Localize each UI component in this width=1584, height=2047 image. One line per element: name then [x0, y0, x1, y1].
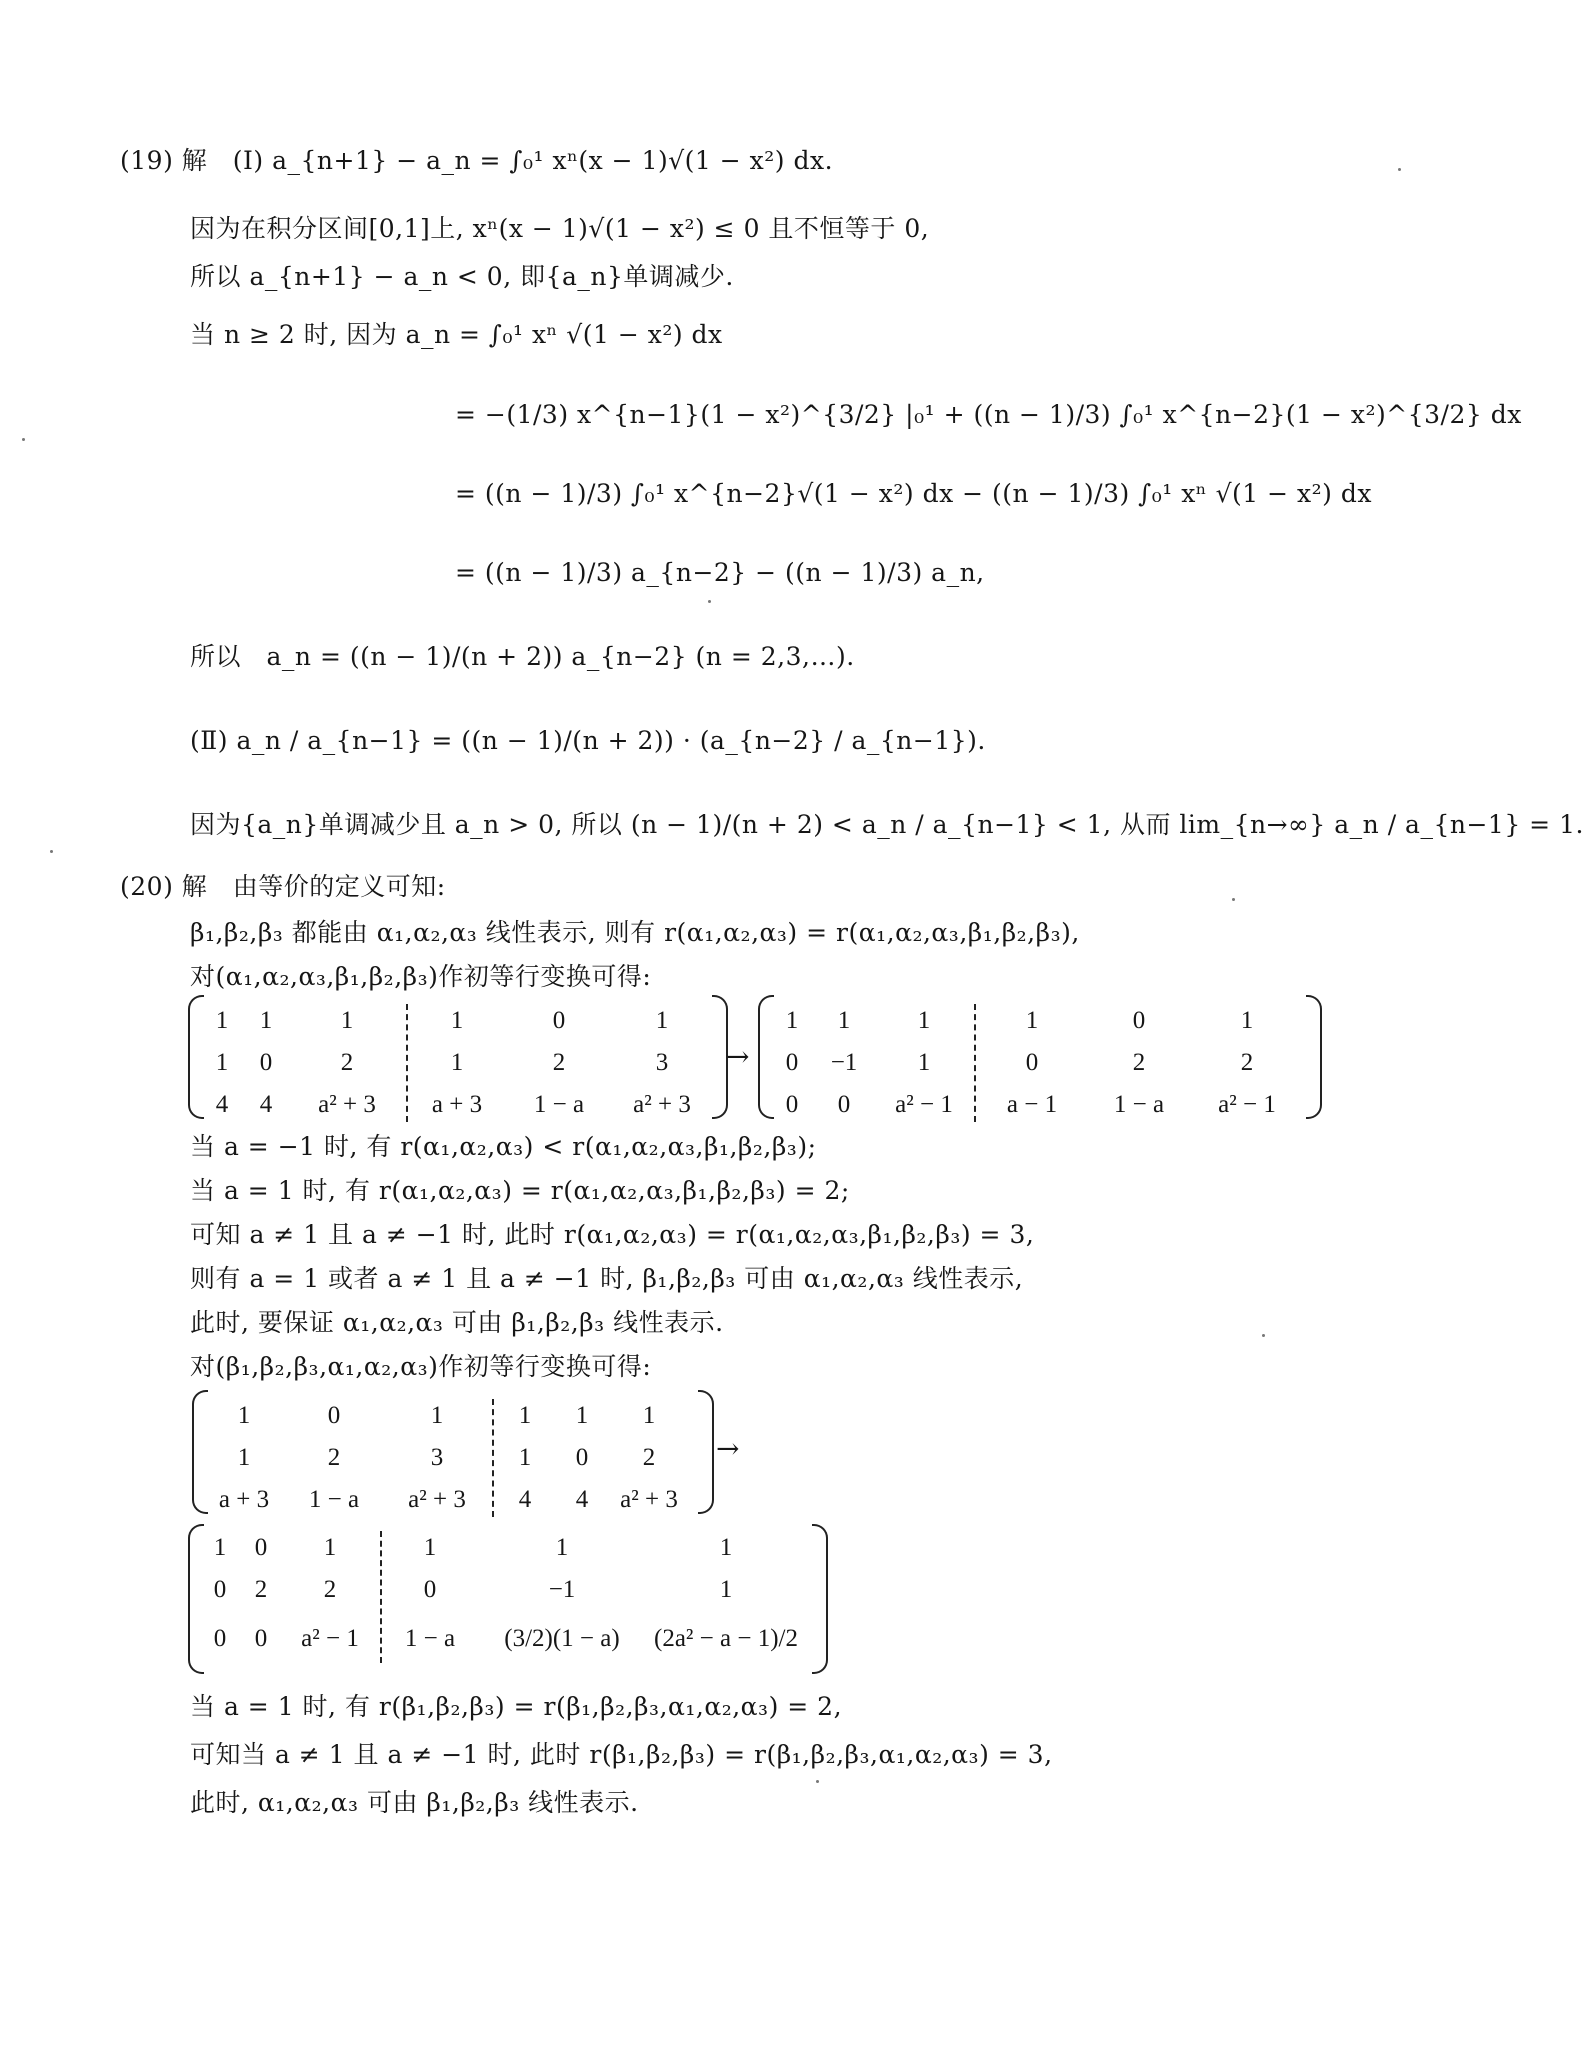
- matrix-cell: 1: [430, 1402, 444, 1429]
- q19-derivation-line: = ((n − 1)/3) ∫₀¹ x^{n−2}√(1 − x²) dx − ((n − 1)/3) ∫₀¹ xⁿ √(1 − x²) dx: [455, 479, 1372, 508]
- matrix-cell: 0: [837, 1091, 851, 1118]
- matrix-cell: 0: [327, 1402, 341, 1429]
- q19-line: 当 n ≥ 2 时, 因为 a_n = ∫₀¹ xⁿ √(1 − x²) dx: [190, 320, 723, 349]
- augment-divider: [974, 1004, 976, 1122]
- q19-header: (19) 解 (Ⅰ) a_{n+1} − a_n = ∫₀¹ xⁿ(x − 1)√(1 − x²) dx.: [120, 146, 834, 175]
- matrix-cell: 2: [1240, 1049, 1254, 1076]
- augment-divider: [492, 1399, 494, 1517]
- matrix2: [204, 1395, 694, 1521]
- augment-divider: [406, 1004, 408, 1122]
- matrix-cell: 4: [259, 1091, 273, 1118]
- q19-line: 所以 a_{n+1} − a_n < 0, 即{a_n}单调减少.: [190, 262, 734, 291]
- matrix-cell: 1: [642, 1402, 656, 1429]
- matrix-cell: a² + 3: [633, 1091, 691, 1118]
- matrix-cell: 1: [450, 1007, 464, 1034]
- q20-header: (20) 解 由等价的定义可知:: [120, 872, 446, 901]
- matrix-cell: 1: [215, 1049, 229, 1076]
- scan-speck: [816, 1780, 819, 1783]
- matrix-cell: 2: [327, 1444, 341, 1471]
- q20-line: β₁,β₂,β₃ 都能由 α₁,α₂,α₃ 线性表示, 则有 r(α₁,α₂,α₃) = r(α₁,α₂,α₃,β₁,β₂,β₃),: [190, 918, 1080, 947]
- matrix-cell: 2: [1132, 1049, 1146, 1076]
- matrix-cell: 1 − a: [533, 1091, 585, 1118]
- q20-line: 当 a = −1 时, 有 r(α₁,α₂,α₃) < r(α₁,α₂,α₃,β₁,β₂,β₃);: [190, 1132, 817, 1161]
- scan-speck: [1398, 168, 1401, 171]
- q19-derivation-line: = ((n − 1)/3) a_{n−2} − ((n − 1)/3) a_n,: [455, 558, 985, 587]
- matrix-cell: 1: [237, 1402, 251, 1429]
- matrix-cell: a² − 1: [1218, 1091, 1276, 1118]
- matrix-cell: 1: [518, 1402, 532, 1429]
- matrix-cell: 4: [215, 1091, 229, 1118]
- augment-divider: [380, 1531, 382, 1663]
- matrix-cell: −1: [548, 1576, 576, 1603]
- q20-line: 可知当 a ≠ 1 且 a ≠ −1 时, 此时 r(β₁,β₂,β₃) = r(β₁,β₂,β₃,α₁,α₂,α₃) = 3,: [190, 1740, 1053, 1769]
- matrix-cell: 0: [552, 1007, 566, 1034]
- matrix-cell: a² + 3: [408, 1486, 466, 1513]
- matrix-cell: 1 − a: [404, 1625, 456, 1652]
- matrix-cell: 2: [323, 1576, 337, 1603]
- matrix-cell: 1: [575, 1402, 589, 1429]
- matrix-cell: 2: [642, 1444, 656, 1471]
- matrix-cell: (2a² − a − 1)/2: [654, 1625, 798, 1652]
- matrix-cell: 0: [575, 1444, 589, 1471]
- transform-arrow: →: [716, 1432, 740, 1465]
- matrix-cell: 1: [555, 1534, 569, 1561]
- matrix-cell: 0: [785, 1091, 799, 1118]
- matrix-cell: 1: [719, 1534, 733, 1561]
- matrix-cell: 1: [518, 1444, 532, 1471]
- matrix-cell: a − 1: [1006, 1091, 1058, 1118]
- matrix3: [200, 1527, 810, 1667]
- matrix-cell: 1 − a: [308, 1486, 360, 1513]
- matrix-cell: 1: [1025, 1007, 1039, 1034]
- q20-line: 可知 a ≠ 1 且 a ≠ −1 时, 此时 r(α₁,α₂,α₃) = r(α₁,α₂,α₃,β₁,β₂,β₃) = 3,: [190, 1220, 1035, 1249]
- matrix3-right-bracket: [812, 1524, 828, 1674]
- q20-line: 对(β₁,β₂,β₃,α₁,α₂,α₃)作初等行变换可得:: [190, 1352, 652, 1381]
- matrix-cell: 1: [655, 1007, 669, 1034]
- q19-line: 因为{a_n}单调减少且 a_n > 0, 所以 (n − 1)/(n + 2) < a_n / a_{n−1} < 1, 从而 lim_{n→∞} a_n / a_{n−1} = 1.: [190, 810, 1584, 839]
- matrix-cell: (3/2)(1 − a): [504, 1625, 620, 1652]
- matrix-cell: 2: [254, 1576, 268, 1603]
- matrix-cell: 1: [719, 1576, 733, 1603]
- matrix-cell: 1: [450, 1049, 464, 1076]
- q20-line: 对(α₁,α₂,α₃,β₁,β₂,β₃)作初等行变换可得:: [190, 962, 652, 991]
- matrix1-left: [200, 1000, 714, 1126]
- matrix-cell: 0: [213, 1576, 227, 1603]
- matrix-cell: 1: [215, 1007, 229, 1034]
- matrix1-right-right-bracket: [1306, 995, 1322, 1119]
- matrix-cell: 0: [1132, 1007, 1146, 1034]
- q20-line: 当 a = 1 时, 有 r(α₁,α₂,α₃) = r(α₁,α₂,α₃,β₁,β₂,β₃) = 2;: [190, 1176, 850, 1205]
- matrix-cell: 1 − a: [1113, 1091, 1165, 1118]
- matrix-cell: 1: [213, 1534, 227, 1561]
- q19-derivation-line: = −(1/3) x^{n−1}(1 − x²)^{3/2} |₀¹ + ((n − 1)/3) ∫₀¹ x^{n−2}(1 − x²)^{3/2} dx: [455, 400, 1522, 429]
- matrix-cell: 0: [254, 1534, 268, 1561]
- q20-line: 此时, α₁,α₂,α₃ 可由 β₁,β₂,β₃ 线性表示.: [190, 1788, 639, 1817]
- matrix-cell: a² − 1: [301, 1625, 359, 1652]
- q19-line: 因为在积分区间[0,1]上, xⁿ(x − 1)√(1 − x²) ≤ 0 且不恒等于 0,: [190, 214, 930, 243]
- matrix-cell: 1: [423, 1534, 437, 1561]
- matrix-cell: a² + 3: [318, 1091, 376, 1118]
- matrix-cell: a² − 1: [895, 1091, 953, 1118]
- matrix-cell: 1: [237, 1444, 251, 1471]
- q20-line: 当 a = 1 时, 有 r(β₁,β₂,β₃) = r(β₁,β₂,β₃,α₁,α₂,α₃) = 2,: [190, 1692, 843, 1721]
- matrix-cell: −1: [830, 1049, 858, 1076]
- matrix-cell: 0: [1025, 1049, 1039, 1076]
- matrix-cell: 1: [1240, 1007, 1254, 1034]
- q20-line: 此时, 要保证 α₁,α₂,α₃ 可由 β₁,β₂,β₃ 线性表示.: [190, 1308, 724, 1337]
- matrix-cell: a² + 3: [620, 1486, 678, 1513]
- matrix-cell: 3: [430, 1444, 444, 1471]
- scan-speck: [22, 438, 25, 441]
- matrix-cell: 2: [552, 1049, 566, 1076]
- matrix-cell: 0: [213, 1625, 227, 1652]
- matrix-cell: 1: [323, 1534, 337, 1561]
- scan-speck: [708, 600, 711, 603]
- matrix-cell: 1: [837, 1007, 851, 1034]
- scan-speck: [1232, 898, 1235, 901]
- matrix-cell: a + 3: [431, 1091, 483, 1118]
- matrix-cell: 3: [655, 1049, 669, 1076]
- q20-line: 则有 a = 1 或者 a ≠ 1 且 a ≠ −1 时, β₁,β₂,β₃ 可由 α₁,α₂,α₃ 线性表示,: [190, 1264, 1024, 1293]
- matrix-cell: 4: [575, 1486, 589, 1513]
- matrix-cell: 1: [917, 1049, 931, 1076]
- matrix-cell: 2: [340, 1049, 354, 1076]
- matrix-cell: 0: [259, 1049, 273, 1076]
- transform-arrow: →: [726, 1040, 750, 1073]
- matrix1-right: [770, 1000, 1306, 1126]
- q19-line: 所以 a_n = ((n − 1)/(n + 2)) a_{n−2} (n = 2,3,…).: [190, 642, 855, 671]
- matrix2-right-bracket: [698, 1390, 714, 1514]
- q19-line: (Ⅱ) a_n / a_{n−1} = ((n − 1)/(n + 2)) · (a_{n−2} / a_{n−1}).: [190, 726, 986, 755]
- matrix-cell: 0: [423, 1576, 437, 1603]
- matrix-cell: 1: [259, 1007, 273, 1034]
- matrix-cell: a + 3: [218, 1486, 270, 1513]
- matrix-cell: 1: [917, 1007, 931, 1034]
- matrix-cell: 1: [785, 1007, 799, 1034]
- matrix-cell: 0: [785, 1049, 799, 1076]
- matrix-cell: 4: [518, 1486, 532, 1513]
- matrix-cell: 0: [254, 1625, 268, 1652]
- scan-speck: [1262, 1334, 1265, 1337]
- matrix-cell: 1: [340, 1007, 354, 1034]
- scan-speck: [50, 850, 53, 853]
